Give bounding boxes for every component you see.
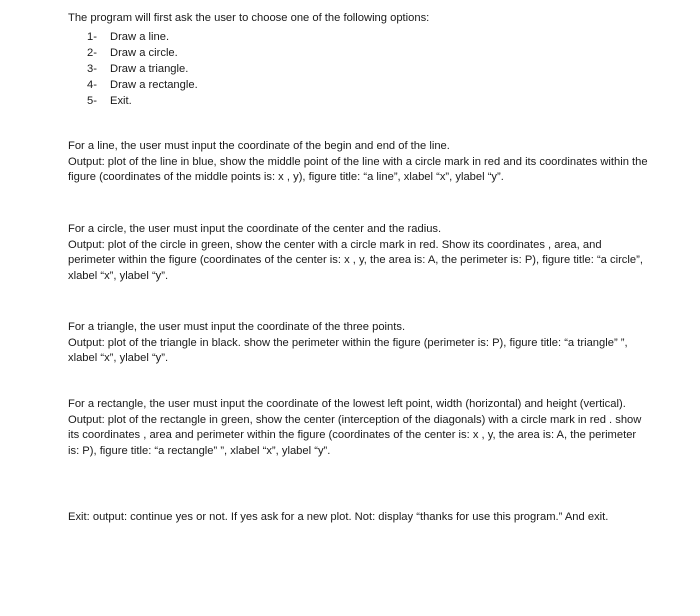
- option-number: 5-: [87, 95, 97, 108]
- option-number: 3-: [87, 62, 97, 75]
- rectangle-input-text: For a rectangle, the user must input the coordinate of the lowest left point, width (horizontal) and height (vertical).: [68, 398, 626, 410]
- option-number: 2-: [87, 46, 97, 59]
- option-label: Draw a triangle.: [110, 62, 189, 75]
- circle-input-text: For a circle, the user must input the coordinate of the center and the radius.: [68, 223, 442, 235]
- option-item: [87, 93, 668, 109]
- option-label: Draw a rectangle.: [110, 79, 198, 92]
- circle-output-text: Output: plot of the circle in green, show the center with a circle mark in red. Show its coordinates , area, and perimeter within the figure (coordinates of the center is: x , y, the area is: A, the perimeter is: P), figure title: “a circle”, xlabel “x”, ylabel “y”.: [68, 238, 643, 282]
- option-number: 4-: [87, 79, 97, 92]
- intro-block: [68, 11, 668, 110]
- option-number: 1-: [87, 30, 97, 43]
- triangle-output-text: Output: plot of the triangle in black. show the perimeter within the figure (perimeter is: P), figure title: “a triangle” ”, xlabel “x”, ylabel “y”.: [68, 336, 628, 365]
- options-list: [68, 29, 668, 110]
- triangle-section: [68, 320, 648, 367]
- option-label: Draw a circle.: [110, 46, 178, 59]
- option-label: Draw a line.: [110, 30, 170, 43]
- option-item: [87, 77, 668, 93]
- triangle-input-text: For a triangle, the user must input the coordinate of the three points.: [68, 321, 406, 333]
- option-item: [87, 29, 668, 45]
- circle-section: [68, 222, 648, 284]
- option-label: Exit.: [110, 95, 132, 108]
- rectangle-section: [68, 397, 648, 459]
- rectangle-output-text: Output: plot of the rectangle in green, show the center (interception of the diagonals) with a circle mark in red . show its coordinates , area and perimeter within the figure (coordinates of the center is: x , y, the area is: A, the perimeter is: P), figure title: “a rectangle” ”, xlabel “x”, ylabel “y”.: [68, 413, 642, 457]
- option-item: [87, 61, 668, 77]
- exit-text: Exit: output: continue yes or not. If yes ask for a new plot. Not: display “thanks for use this program.” And exit.: [68, 511, 609, 523]
- line-input-text: For a line, the user must input the coordinate of the begin and end of the line.: [68, 140, 450, 152]
- exit-section: [68, 510, 648, 526]
- line-section: [68, 139, 648, 186]
- line-output-text: Output: plot of the line in blue, show the middle point of the line with a circle mark in red and its coordinates within the figure (coordinates of the middle points is: x , y), figure title: “a line”, xlabel “x”, ylabel “y”.: [68, 155, 648, 184]
- option-item: [87, 45, 668, 61]
- intro-text: The program will first ask the user to choose one of the following options:: [68, 12, 430, 24]
